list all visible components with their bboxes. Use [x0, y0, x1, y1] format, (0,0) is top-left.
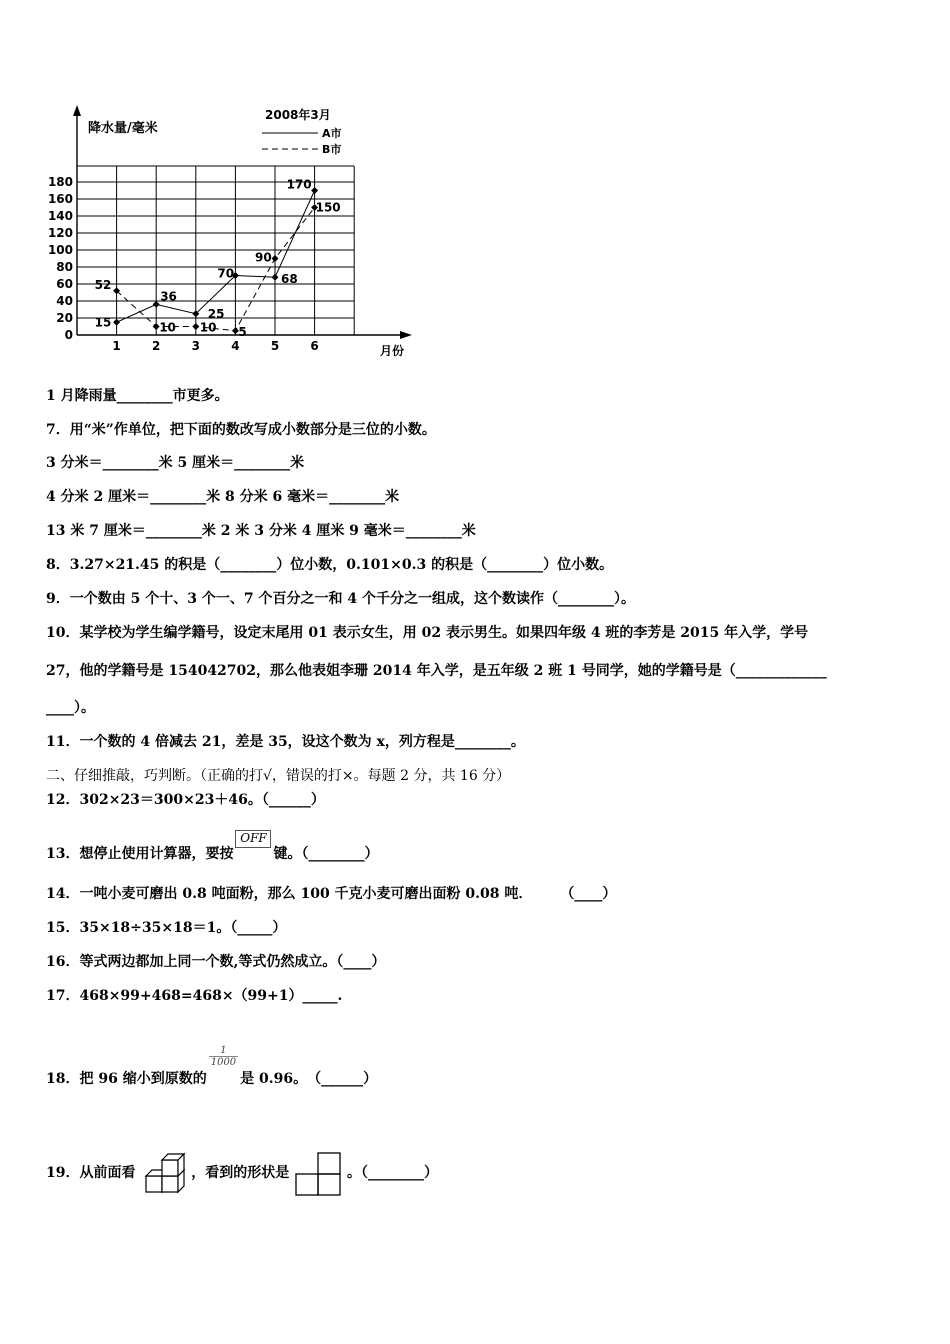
- q10-line-3: ____）。: [46, 700, 95, 716]
- q7-row-c: 13 米 7 厘米＝________米 2 米 3 分米 4 厘米 9 毫米＝________米: [46, 523, 476, 539]
- data-point-a: [311, 187, 318, 194]
- data-label: 10: [159, 320, 176, 335]
- q13: [46, 830, 378, 864]
- data-point-a: [153, 301, 160, 308]
- chart-title: 2008年3月: [265, 108, 331, 122]
- q10-line-1: 10．某学校为学生编学籍号，设定末尾用 01 表示女生，用 02 表示男生。如果四年级 4 班的李芳是 2015 年入学，学号: [46, 625, 809, 641]
- q13-pre: 13．想停止使用计算器，要按: [46, 846, 234, 862]
- data-label: 170: [286, 177, 312, 192]
- data-label: 5: [238, 324, 247, 339]
- data-label: 68: [281, 272, 298, 287]
- q10-line-2: 27，他的学籍号是 154042702，那么他表姐李珊 2014 年入学，是五年级 2 班 1 号同学，她的学籍号是（_____________: [46, 663, 827, 679]
- q16: 16．等式两边都加上同一个数,等式仍然成立。（____）: [46, 954, 386, 970]
- x-tick-label: 4: [231, 339, 240, 353]
- y-tick-label: 100: [47, 243, 73, 257]
- y-tick-label: 0: [64, 328, 73, 342]
- x-tick-label: 5: [270, 339, 280, 353]
- q11: 11．一个数的 4 倍减去 21，差是 35，设这个数为 x，列方程是________。: [46, 734, 525, 750]
- section-2-heading: 二、仔细推敲，巧判断。（正确的打√，错误的打×。每题 2 分，共 16 分）: [46, 768, 511, 784]
- q18-pre: 18．把 96 缩小到原数的: [46, 1071, 207, 1087]
- x-tick-label: 3: [191, 339, 200, 353]
- cube-stack-icon: [140, 1150, 186, 1196]
- data-label: 52: [94, 277, 112, 292]
- x-axis-arrow: [400, 331, 412, 339]
- data-point-a: [272, 274, 279, 281]
- y-tick-label: 40: [56, 294, 73, 308]
- front-view-shape-icon: [294, 1150, 342, 1196]
- data-label: 36: [160, 289, 177, 304]
- q6-tail: 1 月降雨量________市更多。: [46, 388, 229, 404]
- y-axis-arrow: [73, 105, 81, 116]
- y-tick-label: 180: [47, 175, 73, 189]
- y-tick-label: 140: [47, 209, 73, 223]
- y-tick-label: 160: [47, 192, 73, 206]
- y-tick-label: 80: [56, 260, 73, 274]
- y-axis-label: 降水量/毫米: [88, 121, 158, 136]
- q18-post: 是 0.96。 （______）: [240, 1071, 378, 1087]
- q13-post: 键。（________）: [273, 846, 379, 862]
- q8: 8．3.27×21.45 的积是（________）位小数，0.101×0.3 的积是（________）位小数。: [46, 557, 614, 573]
- q7-prompt: 7．用“米”作单位，把下面的数改写成小数部分是三位的小数。: [46, 422, 436, 438]
- data-label: 90: [255, 250, 272, 265]
- q17: 17．468×99+468=468×（99+1）_____.: [46, 988, 343, 1004]
- x-tick-label: 1: [112, 339, 121, 353]
- q19-mid: ，看到的形状是: [191, 1165, 290, 1181]
- q12: 12．302×23＝300×23＋46。（______）: [46, 792, 325, 808]
- data-point-a: [113, 319, 120, 326]
- x-axis-label: 月份: [380, 344, 405, 358]
- legend-label: A市: [322, 127, 342, 140]
- legend-label: B市: [322, 143, 342, 156]
- off-key-icon: OFF: [235, 830, 271, 848]
- q19: [46, 1150, 438, 1196]
- data-label: 70: [217, 266, 235, 281]
- x-tick-label: 2: [152, 339, 161, 353]
- data-label: 10: [199, 320, 217, 335]
- y-tick-label: 20: [56, 311, 73, 325]
- q19-post: 。（________）: [346, 1165, 438, 1181]
- data-label: 25: [207, 306, 225, 321]
- data-label: 15: [94, 315, 112, 330]
- q9: 9．一个数由 5 个十、3 个一、7 个百分之一和 4 个千分之一组成，这个数读作（________）。: [46, 591, 635, 607]
- y-tick-label: 120: [47, 226, 73, 240]
- fraction-one-thousandth: $\frac{1}{1000}$: [210, 1045, 237, 1068]
- data-label: 150: [315, 200, 341, 215]
- data-point-b: [272, 255, 279, 262]
- series-line-a: [117, 191, 315, 323]
- q18: [46, 1045, 377, 1089]
- q19-pre: 19．从前面看: [46, 1165, 136, 1181]
- q7-row-a: 3 分米＝________米 5 厘米＝________米: [46, 455, 305, 471]
- q15: 15．35×18÷35×18＝1。（_____）: [46, 920, 287, 936]
- q14: 14．一吨小麦可磨出 0.8 吨面粉，那么 100 千克小麦可磨出面粉 0.08 吨． （____）: [46, 886, 617, 902]
- y-tick-label: 60: [56, 277, 73, 291]
- q7-row-b: 4 分米 2 厘米＝________米 8 分米 6 毫米＝________米: [46, 489, 400, 505]
- precipitation-line-chart: [40, 100, 420, 370]
- x-tick-label: 6: [310, 339, 319, 353]
- data-point-b: [192, 323, 199, 330]
